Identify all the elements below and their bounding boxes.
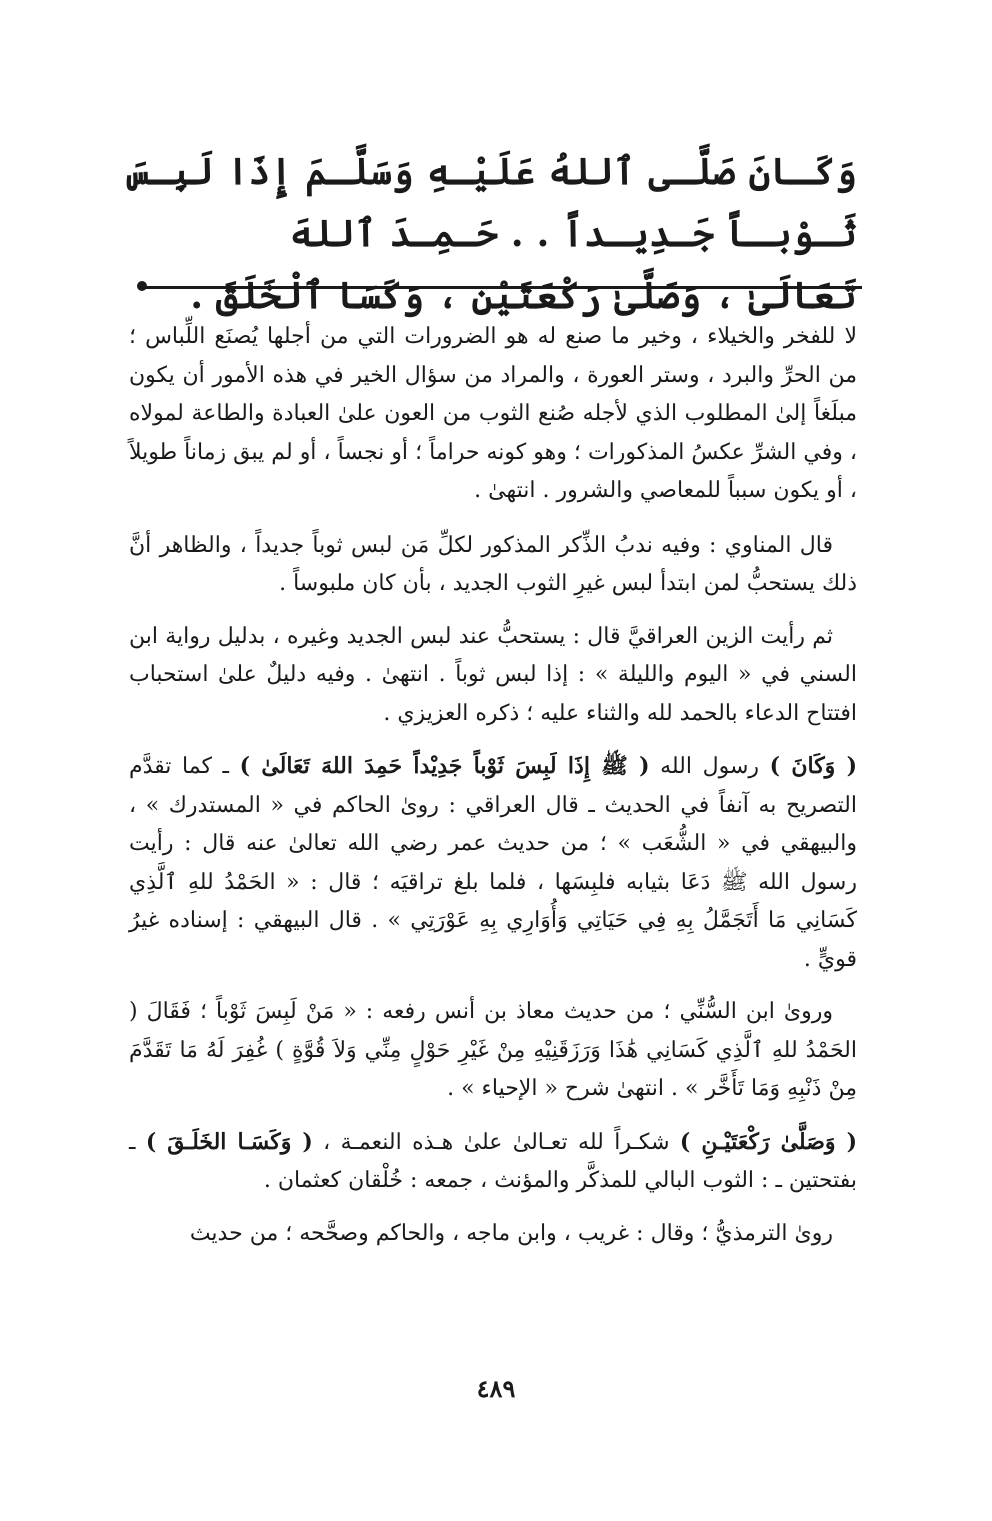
commentary-text: ـ بفتحتين ـ : الثوب البالي للمذكَّر والمؤنث ، جمعه : خُلْقان كعثمان . xyxy=(129,1129,857,1193)
hadith-line-1: وَكَـانَ صَلَّـى ٱللهُ عَلَيْـهِ وَسَلَّـمَ إِذَا لَبِـسَ ثَـوْبـاً جَـدِيـداً . . حَـمِـدَ ٱللهَ xyxy=(127,149,857,255)
separator-rule xyxy=(140,286,862,289)
quoted-matn: ( وَكَانَ ) xyxy=(769,753,858,779)
commentary-paragraph-5: وروىٰ ابن السُّنِّي ؛ من حديث معاذ بن أنس رفعه : « مَنْ لَبِسَ ثَوْباً ؛ فَقَالَ ( الحَمْدُ للهِ ٱلَّذِي كَسَانِي هَٰذَا وَرَزَقَنِيْهِ مِنْ غَيْرِ حَوْلٍ مِنِّي وَلاَ قُوَّةٍ ) غُفِرَ لَهُ مَا تَقَدَّمَ مِنْ ذَنْبِهِ وَمَا تَأَخَّر » . انتهىٰ شرح « الإحياء » . xyxy=(129,999,857,1101)
quoted-matn: ( ﷺ إِذَا لَبِسَ ثَوْباً جَدِيْداً حَمِدَ اللهَ تَعَالَىٰ ) xyxy=(239,753,650,779)
hadith-line-2: تَعَالَىٰ ، وَصَلَّىٰ رَكْعَتَيْنِ ، وَكَسَا ٱلْخَلَقَ . xyxy=(190,273,857,317)
quoted-matn: ( وَصَلَّىٰ رَكْعَتَيْـنِ ) xyxy=(679,1128,857,1155)
commentary-paragraph-1: لا للفخر والخيلاء ، وخير ما صنع له هو الضرورات التي من أجلها يُصنَع اللِّباس ؛ من الحرِّ والبرد ، وستر العورة ، والمراد من سؤال الخير في هذه الأمور أن يكون مبلَغاً إلىٰ المطلوب الذي لأجله صُنع الثوب من العون علىٰ العبادة والطاعة لمولاه ، وفي الشرِّ عكسُ المذكورات ؛ وهو كونه حراماً ؛ أو نجساً ، أو لم يبق زماناً طويلاً ، أو يكون سبباً للمعاصي والشرور . انتهىٰ . xyxy=(129,324,857,503)
commentary-text: ـ كما تقدَّم التصريح به آنفاً في الحديث ـ قال العراقي : روىٰ الحاكم في « المستدرك » ، والبيهقي في « الشُّعَب » ؛ من حديث عمر رضي الله تعالىٰ عنه قال : رأيت رسول الله ﷺ دَعَا بثيابه فلبِسَها ، فلما بلغ تراقيَه ؛ قال : « الحَمْدُ للهِ ٱلَّذِي كَسَانِي مَا أَتَجَمَّلُ بِهِ فِي حَيَاتِي وَأُوَارِي بِهِ عَوْرَتِي » . قال البيهقي : إسناده غيرُ قويٍّ . xyxy=(129,754,857,972)
commentary-paragraph-6 xyxy=(129,1123,857,1201)
commentary-text: شكـراً لله تعـالىٰ علىٰ هـذه النعمـة ، xyxy=(312,1129,680,1155)
separator-ornament xyxy=(137,281,147,291)
commentary-text: رسول الله xyxy=(649,754,770,779)
commentary xyxy=(129,318,857,1267)
commentary-paragraph-7: روىٰ الترمذيُّ ؛ وقال : غريب ، وابن ماجه ، والحاكم وصحَّحه ؛ من حديث xyxy=(189,1220,833,1246)
quoted-matn: ( وَكَسَـا الخَلَـقَ ) xyxy=(145,1128,313,1155)
commentary-paragraph-2: قال المناوي : وفيه ندبُ الذِّكر المذكور لكلِّ مَن لبس ثوباً جديداً ، والظاهر أنَّ ذلك يستحبُّ لمن ابتدأ لبس غيرِ الثوب الجديد ، بأن كان ملبوساً . xyxy=(129,532,857,596)
hadith-text xyxy=(127,140,857,326)
commentary-paragraph-4 xyxy=(129,747,857,979)
commentary-paragraph-3: ثم رأيت الزين العراقيَّ قال : يستحبُّ عند لبس الجديد وغيره ، بدليل رواية ابن السني في « اليوم والليلة » : إذا لبس ثوباً . انتهىٰ . وفيه دليلٌ علىٰ استحباب افتتاح الدعاء بالحمد لله والثناء عليه ؛ ذكره العزيزي . xyxy=(129,623,857,726)
page-number: ٤٨٩ xyxy=(476,1374,516,1403)
